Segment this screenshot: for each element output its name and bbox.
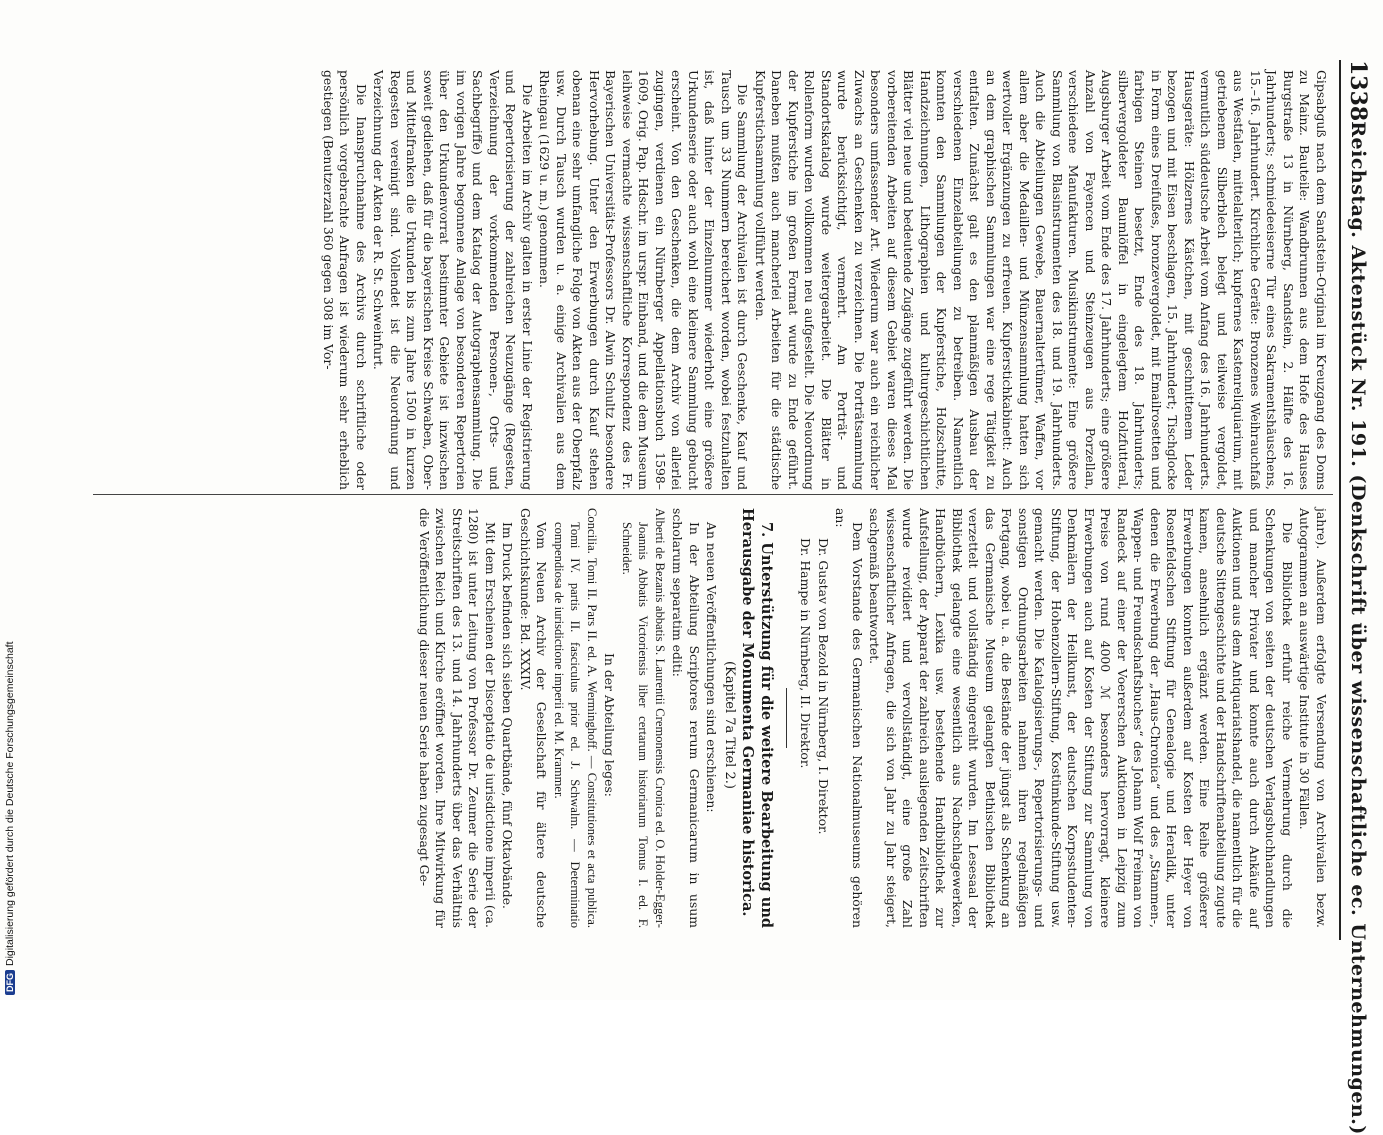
section-heading: 7. Unterstützung für die weitere Bearbeitung und Herausgabe der Monumenta Germaniae historica. [739, 508, 775, 928]
left-column [319, 70, 1330, 490]
paragraph: Vom Neuen Archiv der Gesellschaft für ältere deutsche Geschichtskunde: Bd. XXXIV. [518, 508, 550, 928]
paragraph: Die Inanspruchnahme des Archivs durch schriftliche oder persönlich vorgebrachte Anfragen ist wiederum sehr erheblich gestiegen (Benutzerzahl 360 gegen 308 im Vor- [321, 70, 369, 490]
paragraph: Die Arbeiten im Archiv galten in erster Linie der Registrierung und Repertorisierung der zahlreichen Neuzugänge (Regesten, Verzeichnung der vorkommenden Personen-, Orts- und Sachbegriffe) und dem Katalog der Autographensammlung. Die im vorigen Jahre begonnene Anlage von besonderen Repertorien über den Urkundenvorrat bestimmter Gebiete ist inzwischen soweit gediehen, daß für die bayerischen Kreise Schwaben, Ober- und Mittelfranken die Urkunden bis zum Jahre 1500 in kurzen Regesten vereinigt sind. Vollendet ist die Neuordnung und Verzeichnung der Akten der R. St. Schweinfurt. [371, 70, 535, 490]
right-column [415, 508, 1330, 928]
section-separator [786, 688, 787, 748]
column-divider [93, 494, 1333, 495]
paragraph: Die Sammlung der Archivalien ist durch Geschenke, Kauf und Tausch um 33 Nummern bereichert worden, wobei festzuhalten ist, daß hinter der Einzelnummer wiederholt eine größere Urkundenserie oder auch wohl eine kleinere Sammlung gebucht erscheint. Von den Geschenken, die dem Archiv von allerlei zugingen, verdienen ein Nürnberger Appellationsbuch 1598–1609, Orig. Pap. Hdschr. im urspr. Einband, und die dem Museum leihweise vermachte wissenschaftliche Korrespondenz des Fr. Bayerischen Universitäts-Professors Dr. Alwin Schultz besondere Hervorhebung. Unter den Erwerbungen durch Kauf stehen obenan eine sehr umfangliche Folge von Akten aus der Oberpfalz usw. Durch Tausch wurden u. a. einige Archivalien aus dem Rheingau (1629 u. m.) genommen. [537, 70, 751, 490]
paragraph: An neuen Veröffentlichungen sind erschienen: [704, 522, 720, 813]
paragraph: Mit dem Erscheinen der Disceptatio de iurisdictione imperii (ca. 1280) ist unter Leitung von Professor Dr. Zeumer die Serie der Streitschriften des 13. und 14. Jahrhunderts über das Verhältnis zwischen Reich und Kirche eröffnet worden. Ihre Mitwirkung für die Veröffentlichung dieser neuen Serie haben zugesagt Ge- [417, 508, 498, 928]
paragraph: jahre). Außerdem erfolgte Versendung von Archivalien bezw. Autogrammen an auswärtige Institute in 30 Fällen. [1297, 508, 1329, 928]
paragraph: Im Druck befinden sich sieben Quartbände, fünf Oktavbände. [500, 522, 516, 909]
dfg-logo: DFG [5, 970, 15, 995]
chapter-reference: (Kapitel 7a Titel 2.) [722, 661, 737, 789]
signature-line: Dr. Hampe in Nürnberg, II. Direktor. [798, 538, 814, 769]
running-head: Reichstag. Aktenstück Nr. 191. (Denkschrift über wissenschaftliche ec. Unternehmungen.) [1347, 121, 1369, 1135]
paragraph: In der Abteilung Scriptores rerum Germanicarum in usum scholarum separatim editi: [670, 508, 702, 928]
signature-line: Dr. Gustav von Bezold in Nürnberg, I. Direktor. [816, 538, 831, 835]
page-number: 1338 [1345, 60, 1371, 122]
paragraph: Die Bibliothek erfuhr reiche Vermehrung durch die Schenkungen von seiten der deutschen Verlagsbuchhandlungen und mancher Privater und konnte auch durch Ankäufe auf Auktionen und aus dem Antiquariatshandel, die namentlich für die deutsche Sittengeschichte und der Handschriftenabteilung zugute kamen, ansehnlich ergänzt werden. Eine Reihe größerer Erwerbungen konnten außerdem auf Kosten der Heyer von Rosenfeldschen Stiftung für Genealogie und Heraldik, unter denen die Erwerbung der „Haus-Chronica“ und des „Stammen-, Wappen- und Freundschaftsbuches“ des Johann Wolf Freiman von Randeck auf einer der Voererschen Auktionen in Leipzig zum Preise von rund 4000 ℳ besonders hervorragt, kleinere Erwerbungen auch auf Kosten der Stiftung zur Sammlung von Denkmälern der Heilkunst, der deutschen Korpsstudenten-Stiftung, der Hohenzollern-Stiftung, Kostümkunde-Stiftung usw. gemacht werden. Die Katalogisierungs-, Repertorisierungs- und sonstigen Ordnungsarbeiten nahmen ihren regelmäßigen Fortgang, wobei u. a. die Bestände der jüngst als Schenkung an das Germanische Museum gelangten Bethischen Bibliothek verzettelt und vollständig eingereiht wurden. Im Lesesaal der Bibliothek gelangte eine wesentlich aus Nachschlagewerken, Handbüchern, Lexika usw. bestehende Handbibliothek zur Aufstellung, der Apparat der zahlreich ausliegenden Zeitschriften wurde revidiert und vervollständigt, eine große Zahl wissenschaftlicher Anfragen, die sich von Jahr zu Jahr steigert, sachgemäß beantwortet. [867, 508, 1295, 928]
subheading: In der Abteilung leges: [602, 653, 618, 797]
paragraph: Gipsabguß nach dem Sandstein-Original im Kreuzgang des Doms zu Mainz. Bauteile: Wandbrunnen aus dem Hofe des Hauses Burgstraße 13 in Nürnberg, Sandstein, 2. Hälfte des 16. Jahrhunderts; schmiedeeiserne Tür eines Sakramentshäuschens, 15.–16. Jahrhundert. Kirchliche Geräte: Bronzenes Weihrauchfaß aus Westfalen, mittelalterlich; kupfernes Kastenreliquiarium, mit getriebenem Silberblech belegt und teilweise vergoldet, vermutlich süddeutsche Arbeit vom Anfang des 16. Jahrhunderts. Hausgeräte: Hölzernes Kästchen, mit geschnittenem Leder bezogen und mit Eisen beschlagen, 15. Jahrhundert; Tischglocke in Form eines Dreifußes, bronzevergoldet, mit Emailrosetten und farbigen Steinen besetzt, Ende des 18. Jahrhunderts; silbervergoldeter Baumlöffel in eingelegtem Holzfutteral, Augsburger Arbeit vom Ende des 17. Jahrhunderts; eine größere Anzahl von Fayencen und Steinzeugen aus Porzellan, verschiedene Manufakturen. Musikinstrumente: Eine größere Sammlung von Blasinstrumenten des 18. und 19. Jahrhunderts. Auch die Abteilungen Gewebe, Bauernaltertümer, Waffen, vor allem aber die Medaillen- und Münzensammlung hatten sich wertvoller Ergänzungen zu erfreuen. Kupferstichkabinett: Auch an dem graphischen Sammlungen war eine rege Tätigkeit zu entfalten. Zunächst galt es den planmäßigen Ausbau der verschiedenen Einzelabteilungen zu betreiben. Namentlich konnten den Sammlungen der Kupferstiche, Holzschnitte, Handzeichnungen, Lithographien und kulturgeschichtlichen Blätter viel neue und bedeutende Zugänge zugeführt werden. Die vorbereitenden Arbeiten auf diesem Gebiet waren dieses Mal besonders umfassender Art. Wiederum war auch ein reichlicher Zuwachs an Geschenken zu verzeichnen. Die Porträtsammlung wurde berücksichtigt, vermehrt. Am Porträt- und Standortskatalog wurde weitergearbeitet. Die Blätter in Rollenform wurden vollkommen neu aufgestellt. Die Neuordnung der Kupferstiche im großen Format wurde zu Ende geführt. Daneben mußten auch mancherlei Arbeiten für die städtische Kupferstichsammlung vollführt werden. [753, 70, 1329, 490]
paragraph: Dem Vorstande des Germanischen Nationalmuseums gehören an: [833, 508, 865, 928]
page-header [1339, 60, 1375, 1135]
latin-entry: Alberti de Bezanis abbatis S. Laurentii Cremonensis Cronica ed. O. Holder-Egger-Joannis Abbatis Victoriensis liber certarum historiarum Tomus I. ed. F. Schneider. [620, 508, 667, 928]
credit-text: Digitalisierung gefördert durch die Deutsche Forschungsgemeinschaft [4, 641, 16, 966]
latin-entry: Concilia. Tomi II. Pars II. ed. A. Werminghoff. — Constitutiones et acta publica. Tomi IV. partis II. fasciculus prior ed. J. Schwalm. — Determinatio compendiosa de iurisdictione imperii ed. M. Krammer. [552, 508, 599, 928]
